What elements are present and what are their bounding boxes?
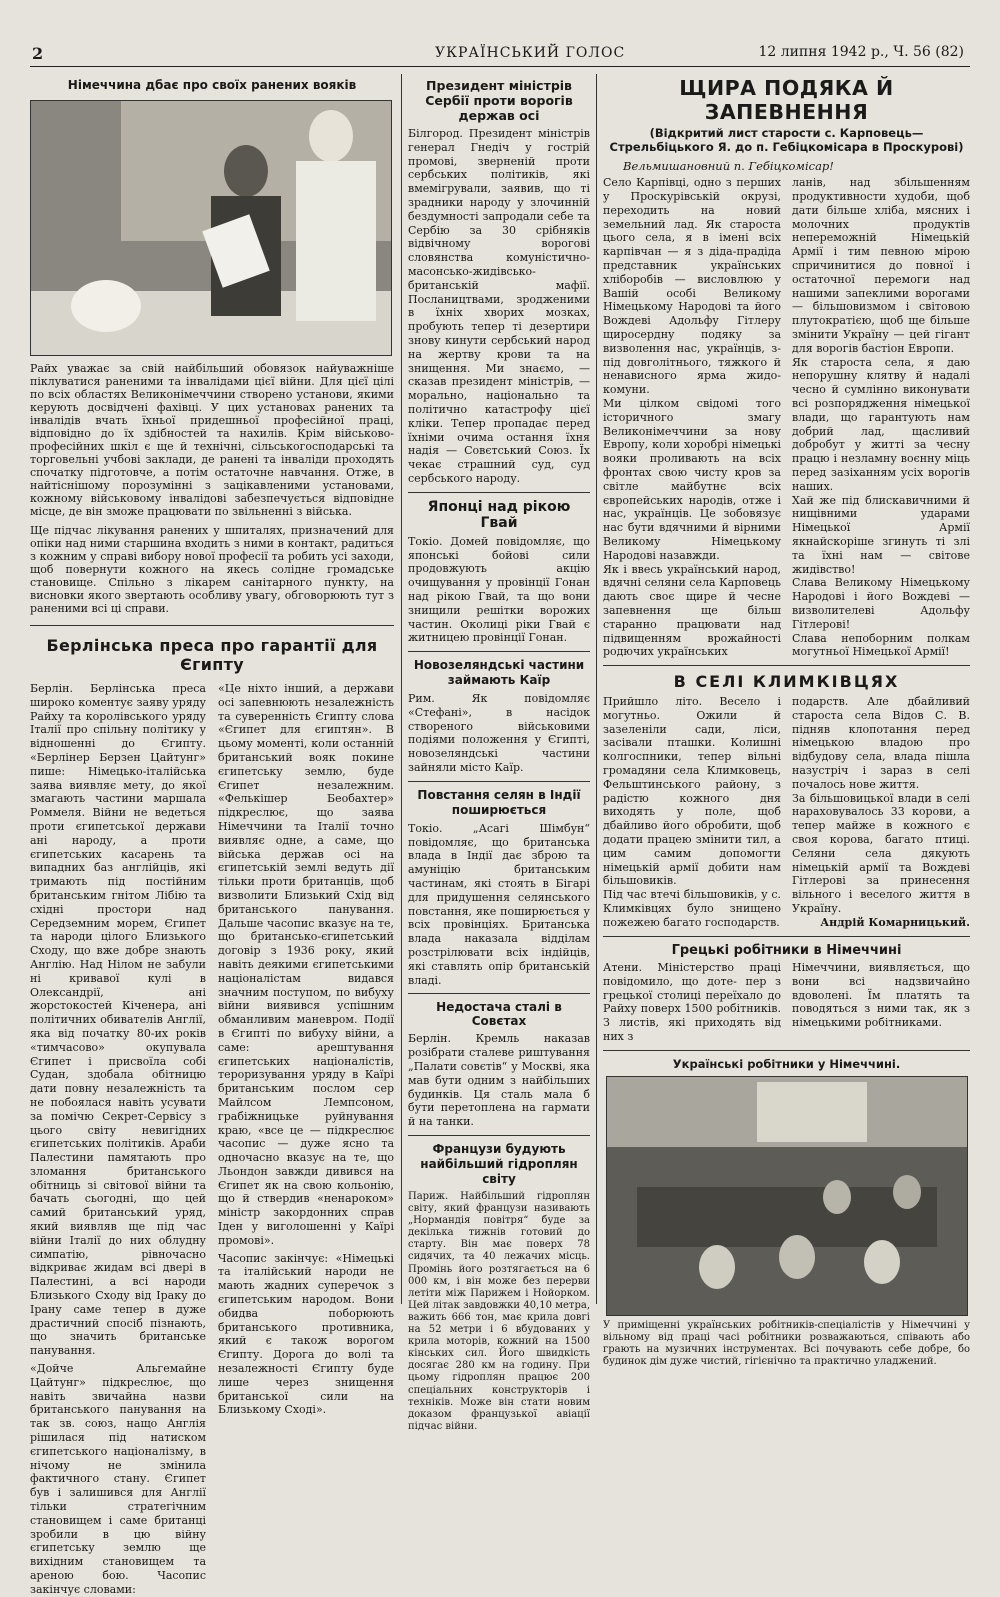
photo-caption-2: Ще підчас лікування ранених у шпиталях, призначений для опіки над ними старшина входить з ними в контакт, радиться з кожним у справі вибору нової професії та робить усі заходи, щоб повернути кожного на якесь солідне громадське становище. Спільно з лікарем санітарного пункту, на висновки якого звертають особливу увагу, обговорюють тут з раненими всі ці справи. — [30, 524, 394, 615]
japan-headline: Японці над рікою Гвай — [427, 498, 571, 531]
ukrainian-workers-photo — [606, 1076, 968, 1316]
thanks-col-1 — [603, 176, 781, 659]
ukr-workers-caption: У приміщенні українських робітників-спеціалістів у Німеччині у вільному від праці часі робітники розважаються, співають або грають на музичних інструментах. Всі почувають себе добре, бо будинок дім дуже чистий, гігієнічно та практично уладжений. — [603, 1319, 970, 1367]
thanks-salutation: Вельмишановний п. Гебіцкомісар! — [623, 159, 834, 173]
nz-cairo-text: Рим. Як повідомляє «Стефані», в насідок створеного військовими подіями положення у Єгипті, новозеляндські частини зайняли місто Каїр. — [408, 692, 590, 775]
wounded-soldiers-photo — [30, 100, 392, 356]
photo-image-2 — [607, 1077, 967, 1315]
serbia-text: Білгород. Президент міністрів генерал Гнедіч у гострій промові, зверненій проти сербських політиків, які вмемігрували, заявив, що ті зрадники народу у злочинній бездумності запродали себе та Сербію за 30 срібняків відвічному ворогові словянства комуністично-масонсько-жидівсько-британській мафії. Послаництвами, зродженими в їхніх хворих мозках, пробують тепер ті дезертири знову кинути сербський народ на жертву крови та на знищення. Ми знаємо, — сказав президент міністрів, — морально, національно та політично катастрофу цієї кліки. Тепер пропадає перед їхніми очима остання їхня надія — Совєтський Союз. Їх чекає страшний суд, суд сербського народу. — [408, 127, 590, 485]
japan-text: Токіо. Домей повідомляє, що японські бойові сили продовжують акцію очищування у провінції Гонан над рікою Гвай, та що вони знищили решітки ворожих частин. Околиці ріки Гвай є житницею провінції Гонан. — [408, 534, 590, 645]
klymkivtsi-col-2 — [792, 695, 970, 930]
berlin-press-text: Берлін. Берлінська преса широко коментує заяву уряду Райху та королівського уряду Італії про спільну політику у відношенні до Єгипту. «Берлінер Берзен Цайтунг» пише: Німецько-італійська заява виявляє мету, до якої змагають частини маршала Роммеля. Війни не ведеться проти єгипетської держави ані народу, а проти єгипетських касарень та випадних баз англійців, які тримають під постійним британським гнітом Лібію та східні простори над Середземним морем, Єгипет та народи цілого Близького Сходу, що вже добре знають Англію. Над Нілом не забули ні кривавої кулі в Олександрії, ані жорстокостей Кіченера, ані політичних обивателів Англії, яка від початку 80-их років «тимчасово» окупувала Єгипет і присвоїла собі Судан, здобала обітницю дати повну незалежність та не побоялася навіть усувати за помічю Секрет-Сервісу з цього світу невигідних єгипетських політиків. Араби Палестини памятають про зломання британського обітниць зі світової війни та бачать сьогодні, що цей самий британський уряд, який виявляв ще під час війни Італії до них облудну симпатію, рівночасно відкриває жидам всі двері в Палестині, а всі народи Близького Сходу від Іраку до Ірану саме тепер в дуже драстичний спосіб пізнають, що значить британське панування. — [30, 682, 206, 1358]
right-column — [603, 74, 970, 1368]
klymkivtsi-signature: Андрій Комарницький. — [820, 915, 970, 929]
thanks-text-4: ланів, над збільшенням продуктивности худоби, щоб дати більше хліба, мясних і молочних продуктів непереможній Німецькій Армії і тим певною мірою спричинитися до повної і остаточної перемоги над нашими запеклими ворогами — більшовизмом і світовою плутократією, щоб ще більше змінити Україну — цей гігант для ворогів бастіон Европи. — [792, 176, 970, 355]
berlin-press-col-2 — [218, 682, 394, 1597]
thanks-text-6: Хай же під блискавичними й нищівними ударами Німецької Армії якнайскоріше згинуть ті злі та їхні нам — світове жидівство! — [792, 493, 970, 576]
page-number: 2 — [32, 44, 44, 63]
klymkivtsi-headline: В СЕЛІ КЛИМКІВЦЯХ — [673, 672, 900, 692]
klymkivtsi-text-3: подарств. Але дбайливий староста села Відов С. В. підняв клопотання перед німецькою владою про відбудову села, влада пішла назустріч і зараз в селі почалось нове життя. — [792, 695, 970, 791]
thanks-text-5: Як староста села, я даю непорушну клятву й надалі чесно й сумлінно виконувати всі розпорядження німецької влади, що гарантують нам добрий лад, щасливий добробут у житті за чесну працю і незламну воєнну міць перед зазіханням усіх ворогів наших. — [792, 355, 970, 493]
berlin-press-text-3: «Це ніхто інший, а держави осі запевнюють незалежність та суверенність Єгипту слова «Єгипет для єгиптян». В цьому моменті, коли останній британський вояк покине єгипетську землю, буде Єгипет незалежним. «Фелькішер Беобахтер» підкреслює, що заява Німеччини та Італії точно виявляє одне, а саме, що війська держав осі на єгипетській землі ведуть дії тільки проти британців, щоб визволити Близький Схід від британського панування. Дальше часопис вказує на те, що британсько-єгипетський договір з 1936 року, який навіть деякими єгипетськими націоналістам видався значним поступом, по вибуху війни виявився успішним обманливим маневром. Події в Єгипті по вибуху війни, а саме: арештування єгипетських націоналістів, тероризування уряду в Каїрі британським послом сер Майлсом Лемпсоном, грабіжницьке руйнування краю, «все це — підкреслює часопис — дуже ясно та одночасно вказує на те, що Льондон завжди дивився на Єгипет як на свою кольонію, що й ствердив «ненароком» міністр закордонних справ Іден у виголошенні у Каїрі промові». — [218, 682, 394, 1247]
klymkivtsi-text: Прийшло літо. Весело і могутньо. Ожили й зазеленіли сади, ліси, засівали пташки. Колишні колгоспники, тепер вільні громадяни села Климковець, Фельштинського району, з радістю кожного дня виходять у поле, щоб дбайливо його обробити, щоб додати працею змінити тил, а цим самим допомогти німецькій армії добити нам більшовиків. — [603, 695, 781, 888]
greek-workers-text: Атени. Міністерство праці повідомило, що доте- пер з грецької столиці переїхало до Райху поверх 1500 робітників. З листів, які приходять від них з — [603, 961, 781, 1044]
berlin-press-text-2: «Дойче Альгемайне Цайтунг» підкреслює, що навіть звичайна назви британського панування на так зв. союз, нащо Англія рішилася під натиском єгипетського націоналізму, в нічому не змінила фактичного стану. Єгипет був і залишився для Англії тільки стратегічним становищем і саме британці зробили в цю війну єгипетську землю ще вихідним становищем та ареною бою. Часопис закінчує словами: — [30, 1362, 206, 1596]
column-rule — [401, 74, 402, 1304]
left-column — [30, 74, 394, 1597]
middle-column — [408, 74, 590, 1433]
berlin-press-headline: Берлінська преса про гарантії для Єгипту — [46, 636, 378, 674]
photo-heading: Німеччина дбає про своїх ранених вояків — [67, 78, 357, 92]
thanks-text-2: Ми цілком свідомі того історичного змагу Великонімеччини за нову Европу, коли хоробрі німецькі вояки проливають на всіх фронтах свою чисту кров за світле майбутнє всіх європейських народів, отже і нас, українців. Це зобовязує нас бути вдячними й вірними Великому Німецькому Народові назавжди. — [603, 396, 781, 562]
photo-caption: Райх уважає за свій найбільший обовязок найуважніше піклуватися раненими та інвалідами цієї війни. Для цієї цілі по всіх областях Великонімеччини створено установи, якими керують досвідчені фахівці. У цих установах ранених та інвалідів вчать їхньої придешньої професійної праці, відповідно до їх здібностей та нахилів. Крім військово-професійних шкіл є ще й технічні, сільськогосподарські та торговельні учбові заклади, де ранені та інваліди проходять спочатку підготовче, а потім остаточне навчання. Отже, в найтіснішому порозумінні з зацікавленими установами, кожному військовому інвалідові забезпечується відповідне місце, де він зможе працювати по звільненні з війська. — [30, 362, 394, 518]
steel-headline: Недостача сталі в Совєтах — [436, 1000, 562, 1029]
nz-cairo-headline: Новозеляндські частини займають Каїр — [413, 658, 585, 688]
thanks-text-8: Слава непоборним полкам могутньої Німецької Армії! — [792, 631, 970, 659]
greek-workers-text-2: Німеччини, виявляється, що вони всі надзвичайно вдоволені. Їм платять та поводяться з ними так, як з німецькими робітниками. — [792, 961, 970, 1030]
paper-title: УКРАЇНСЬКИЙ ГОЛОС — [435, 45, 626, 61]
thanks-text-3: Як і ввесь український народ, вдячні селяни села Карповець дають своє щире й чесне запевнення ще більш старанно працювати над підвищенням врожайності родючих українських — [603, 562, 781, 659]
greek-workers-headline: Грецькі робітники в Німеччині — [671, 943, 902, 959]
klymkivtsi-col-1 — [603, 695, 781, 930]
masthead — [30, 44, 970, 67]
serbia-headline: Президент міністрів Сербії проти ворогів держав осі — [425, 78, 573, 123]
column-rule — [596, 74, 597, 1304]
thanks-col-2 — [792, 176, 970, 659]
berlin-press-text-4: Часопис закінчує: «Німецькі та італійський народи не мають жадних суперечок з єгипетським народом. Вони обидва поборюють британського противника, який є також ворогом Єгипту. Дорога до волі та незалежності Єгипту буде лише через знищення британської сили на Близькому Сході». — [218, 1251, 394, 1417]
issue-date: 12 липня 1942 р., Ч. 56 (82) — [758, 44, 964, 60]
ukr-workers-heading: Українські робітники у Німеччині. — [672, 1056, 901, 1071]
seaplane-headline: Французи будують найбільший гідроплян світу — [420, 1142, 578, 1187]
klymkivtsi-text-2: Під час втечі більшовиків, у с. Климківцях було знищено пожежею багато господарств. — [603, 888, 781, 929]
thanks-headline: ЩИРА ПОДЯКА Й ЗАПЕВНЕННЯ — [679, 76, 894, 124]
india-text: Токіо. „Асагі Шімбун“ повідомляє, що британська влада в Індії дає зброю та амуніцію британським частинам, які стоять в Бігарі для придушення селянського повстання, яке поширюється у всіх провінціях. Британська влада наказала відділам розстрілювати всіх індійців, які ставлять опір британській владі. — [408, 821, 590, 987]
photo-image — [31, 101, 391, 355]
seaplane-text: Париж. Найбільший гідроплян світу, який французи називають „Нормандія повітря“ буде за декілька тижнів готовий до старту. Він має поверх 78 сидячих, та 40 лежачих місць. Промінь його розтягається на 6 000 км, і він може без перерви летіти між Парижем і Нойорком. Цей літак завдовжки 40,10 метра, важить 666 тон, має крила довгі на 52 метри і 6 вбудованих у крила моторів, кожний на 1500 кінських сил. Його швидкість досягає 280 км на годину. При цьому гідроплян працює 200 спеціальних конструкторів і техніків. Може він стати новим доказом французької авіації підчас війни. — [408, 1191, 590, 1432]
steel-text: Берлін. Кремль наказав розібрати сталеве риштування „Палати совєтів“ у Москві, яка мав бути одним з найбільших будинків. Ця сталь мала б бути перетоплена на гармати й на танки. — [408, 1032, 590, 1129]
india-headline: Повстання селян в Індії поширюється — [417, 787, 581, 817]
thanks-text-7: Слава Великому Німецькому Народові і його Вождеві — визволителеві Адольфу Гітлерові! — [792, 576, 970, 631]
berlin-press-col-1 — [30, 682, 206, 1597]
thanks-text: Село Карпівці, одно з перших у Проскурівській окрузі, переходить на новий земельний лад. Як староста цього села, я в імені всіх карпівчан — я з діда-прадіда представник українських хліборобів — висловлюю у Вашій особі Великому Німецькому Народові та його Вождеві Адольфу Гітлеру щиросердну подяку за визволення нас, українців, з-під довголітнього, тяжкого й ненависного ярма жидо-комуни. — [603, 176, 781, 397]
klymkivtsi-text-4: За більшовицької влади в селі нараховувалось 33 корови, а тепер майже в кожного є своя корова, багато птиці. Селяни села дякують німецькій армії та Вождеві Гітлерові за принесення вільного і веселого життя в Україну. — [792, 791, 970, 916]
thanks-subhead: (Відкритий лист старости с. Карповець—Стрельбіцького Я. до п. Гебіцкомісара в Проскурові) — [609, 126, 964, 154]
